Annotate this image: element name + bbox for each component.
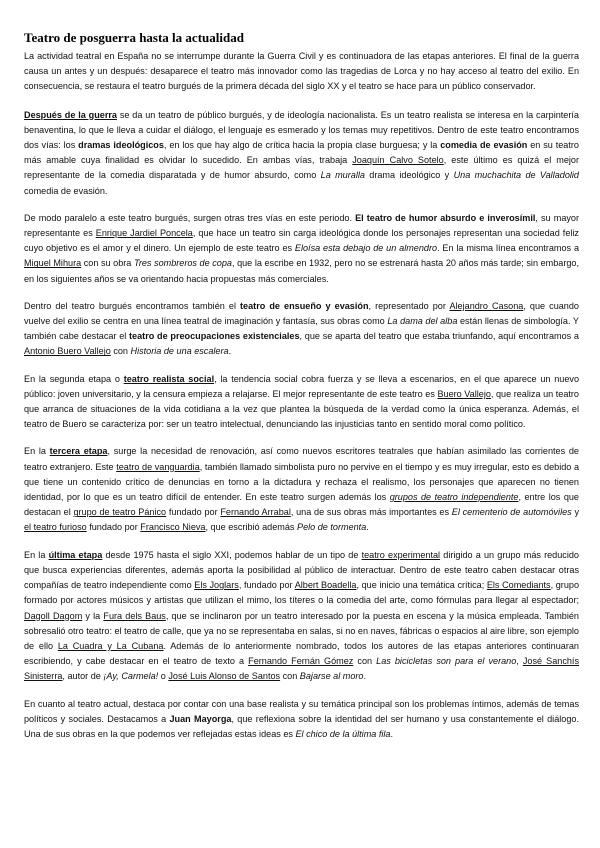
text-run: . bbox=[363, 671, 367, 682]
work-title: Bajarse al moro bbox=[299, 671, 364, 682]
text-run: , bbox=[516, 656, 523, 667]
text-run: , que inicio una temática crítica; bbox=[356, 580, 487, 591]
paragraph bbox=[24, 108, 579, 199]
bold-text: El teatro de humor absurdo e inverosímil bbox=[355, 212, 536, 223]
bold-text: dramas ideológicos bbox=[78, 140, 164, 151]
link[interactable]: Els Joglars bbox=[194, 580, 239, 591]
text-run: En la bbox=[24, 446, 50, 457]
paragraph bbox=[24, 372, 579, 433]
link[interactable]: José Luis Alonso de Santos bbox=[168, 671, 281, 682]
text-run: y la bbox=[82, 610, 104, 621]
text-run: , que cuando vuelve del exilio se centra en una línea teatral de imaginación y fantasía, sus obras como bbox=[24, 300, 579, 327]
section-heading-inline: última etapa bbox=[48, 549, 103, 560]
link[interactable]: Joaquín Calvo Sotelo bbox=[352, 155, 444, 166]
text-run: De modo paralelo a este teatro burgués, surgen otras tres vías en este periodo. bbox=[24, 212, 356, 223]
text-run: . En la misma línea encontramos a bbox=[437, 243, 580, 254]
work-title: Una muchachita de Valladolid bbox=[453, 170, 579, 181]
text-run: En la segunda etapa o bbox=[24, 373, 124, 384]
text-run: fundado por bbox=[86, 522, 141, 533]
link[interactable]: teatro de vanguardia bbox=[116, 461, 200, 472]
section-heading-inline: teatro realista social bbox=[123, 373, 215, 384]
text-run: , autor de bbox=[62, 671, 104, 682]
work-title: Pelo de tormenta bbox=[297, 522, 367, 533]
work-title: Las bicicletas son para el verano bbox=[376, 656, 517, 667]
link[interactable]: Dagoll Dagom bbox=[24, 610, 83, 621]
text-run: con bbox=[110, 346, 131, 357]
work-title: Tres sombreros de copa bbox=[133, 258, 232, 269]
text-run: , que se aparta del teatro que estaba triunfando, aquí encontramos a bbox=[299, 331, 579, 342]
link[interactable]: La Cuadra y La Cubana bbox=[57, 640, 164, 651]
text-run: , que se inclinaron por un teatro interesado por la puesta en escena y la música empleada. También sobresalió otro teatro: el teatro de calle, que ya no se representaba en salas, si no en naves, fábricas o espacios al aire libre, son ejemplo de ello bbox=[24, 610, 579, 651]
link[interactable]: Fernando Fernán Gómez bbox=[248, 656, 354, 667]
link[interactable]: Francisco Nieva bbox=[140, 522, 206, 533]
link[interactable]: Antonio Buero Vallejo bbox=[24, 346, 111, 357]
text-run: y bbox=[571, 507, 579, 518]
work-title: El cementerio de automóviles bbox=[451, 507, 572, 518]
text-run: , en los que hay algo de crítica hacia la propia clase burguesa; y la bbox=[163, 140, 441, 151]
paragraph bbox=[24, 299, 579, 360]
link[interactable]: Alejandro Casona bbox=[449, 300, 524, 311]
paragraph bbox=[24, 49, 579, 95]
text-run: , que escribió además bbox=[205, 522, 297, 533]
text-run: desde 1975 hasta el siglo XXI, podemos hablar de un tipo de bbox=[102, 549, 362, 560]
paragraphs-container bbox=[24, 49, 579, 742]
text-run: fundado por bbox=[166, 507, 221, 518]
link[interactable]: Miguel Mihura bbox=[24, 258, 82, 269]
text-run: . Además de lo anteriormente nombrado, todos los autores de las etapas anteriores continuaran escribiendo, y cabe destacar en el teatro de texto a bbox=[24, 640, 579, 667]
text-run: , grupo formado por actores músicos y artistas que utilizan el mimo, los títeres o la comedia del arte, como fórmulas para llegar al espectador; bbox=[24, 580, 579, 606]
document-body bbox=[24, 30, 579, 754]
text-run: En la bbox=[24, 549, 49, 560]
text-run: , fundado por bbox=[238, 580, 295, 591]
link[interactable]: teatro experimental bbox=[361, 549, 441, 560]
section-heading-inline: Después de la guerra bbox=[24, 109, 117, 120]
paragraph bbox=[24, 211, 579, 287]
bold-text: teatro de preocupaciones existenciales bbox=[129, 331, 300, 342]
link[interactable]: el teatro furioso bbox=[24, 522, 87, 533]
text-run: , que la escribe en 1932, pero no se estrenará hasta 20 años más tarde; sin embargo, en los siguientes años se va orientando hacia propuestas más comerciales. bbox=[24, 258, 579, 284]
link[interactable]: Enrique Jardiel Poncela bbox=[95, 228, 193, 239]
link[interactable]: grupo de teatro Pánico bbox=[73, 507, 167, 518]
text-run: . bbox=[228, 346, 232, 357]
text-run: con bbox=[353, 656, 377, 667]
text-run: están llenas de simbología. Y también cabe destacar el bbox=[24, 316, 579, 342]
text-run: , que hace un teatro sin carga ideológica donde los personajes representan una sociedad feliz cuyo objetivo es el amor y el dinero. Un ejemplo de este teatro es bbox=[24, 228, 579, 254]
paragraph bbox=[24, 444, 579, 535]
link[interactable]: Buero Vallejo bbox=[437, 388, 491, 399]
italic-underlined-text: grupos de teatro independiente bbox=[389, 492, 519, 503]
bold-text: Juan Mayorga bbox=[169, 713, 232, 724]
link[interactable]: Albert Boadella bbox=[294, 580, 357, 591]
document-title: Teatro de posguerra hasta la actualidad bbox=[24, 30, 244, 45]
text-run: La actividad teatral en España no se interrumpe durante la Guerra Civil y es continuadora de las etapas anteriores. El final de la guerra causa un antes y un después: desaparece el teatro más innovador como las tragedias de Lorca y no hay acceso al teatro del exilio. En consecuencia, se restaura el teatro burgués de la primera década del siglo XX y el teatro se hace para un público conservador. bbox=[24, 51, 579, 92]
text-run: . bbox=[366, 522, 369, 533]
text-run: Dentro del teatro burgués encontramos también el bbox=[24, 300, 241, 311]
link[interactable]: Fura dels Baus bbox=[103, 610, 166, 621]
text-run: con bbox=[280, 671, 300, 682]
text-run: . bbox=[390, 728, 394, 739]
text-run: En cuanto al teatro actual, destaca por contar con una base realista y su temática principal son los problemas íntimos, además de temas políticos y sociales. Destacamos a bbox=[24, 698, 579, 724]
text-run: o bbox=[158, 671, 169, 682]
text-run: , representado por bbox=[368, 300, 450, 311]
text-run: en su teatro más amable cuya finalidad es olvidar lo sucedido. En ambas vías, trabaja bbox=[24, 140, 579, 166]
text-run: , también llamado simbolista puro no pervive en el tiempo y es muy irregular, esto es debido a que tiene un contenido crítico de denuncias en torno a la dictadura y rechaza el realismo, los personajes que aparecen no tienen identidad, por lo que es un teatro difícil de entender. En este teatro surgen además los bbox=[24, 461, 580, 503]
link[interactable]: Els Comediants bbox=[486, 580, 551, 591]
work-title: La muralla bbox=[320, 170, 365, 181]
work-title: Eloísa esta debajo de un almendro bbox=[294, 243, 438, 254]
link[interactable]: José Sanchís Sinisterra bbox=[24, 656, 580, 682]
paragraph bbox=[24, 697, 579, 743]
work-title: Historia de una escalera bbox=[130, 346, 229, 357]
text-run: drama ideológico y bbox=[364, 170, 454, 181]
text-run: comedia de evasión. bbox=[24, 185, 108, 196]
text-run: , su mayor representante es bbox=[24, 212, 580, 239]
bold-text: teatro de ensueño y evasión bbox=[240, 300, 369, 311]
text-run: , una de sus obras más importantes es bbox=[290, 507, 452, 518]
section-heading-inline: tercera etapa bbox=[49, 446, 108, 457]
text-run: , este último es quizá el mejor representante de la comedia disparatada y de humor absurdo, como bbox=[24, 155, 580, 181]
work-title: El chico de la última fila bbox=[295, 728, 391, 739]
text-run: con su obra bbox=[81, 258, 134, 269]
bold-text: comedia de evasión bbox=[440, 140, 528, 151]
work-title: ¡Ay, Carmela! bbox=[103, 671, 159, 682]
work-title: La dama del alba bbox=[387, 316, 458, 327]
text-run: se da un teatro de público burgués, y de ideología nacionalista. Es un teatro realista se interesa en la carpintería benaventina, lo que le lleva a cuidar el diálogo, el lenguaje es esmerado y los temas muy repetitivos. Dentro de este teatro encontramos dos vías: los bbox=[24, 109, 579, 151]
text-run: , que reflexiona sobre la identidad del ser humano y usa constantemente el diálogo. Una de sus obras en la que podemos ver reflejadas estas ideas es bbox=[24, 713, 579, 739]
text-run: , que realiza un teatro que arranca de situaciones de la vida cotidiana a la vez que plantea la búsqueda de la verdad como la única esperanza. Además, el teatro de Buero se caracteriza por: ser un teatro intelectual, denunciando las injusticias tanto en sentido moral como político. bbox=[24, 388, 579, 430]
link[interactable]: Fernando Arrabal bbox=[220, 507, 291, 518]
text-run: , surge la necesidad de renovación, así como nuevos escritores teatrales que habían asimilado las corrientes de teatro extranjero. Este bbox=[24, 446, 579, 472]
text-run: , entre los que destacan el bbox=[24, 492, 579, 518]
text-run: , la tendencia social cobra fuerza y se lleva a escenarios, en el que aparece un nuevo público: joven universitario, y la censura empieza a relajarse. El mejor representante de este teatro es bbox=[24, 373, 579, 399]
text-run: dirigido a un grupo más reducido que busca experiencias diferentes, además aporta la posibilidad al público de interactuar. Dentro de este teatro caben destacar otras compañías de teatro independiente como bbox=[24, 549, 579, 591]
paragraph bbox=[24, 548, 579, 685]
